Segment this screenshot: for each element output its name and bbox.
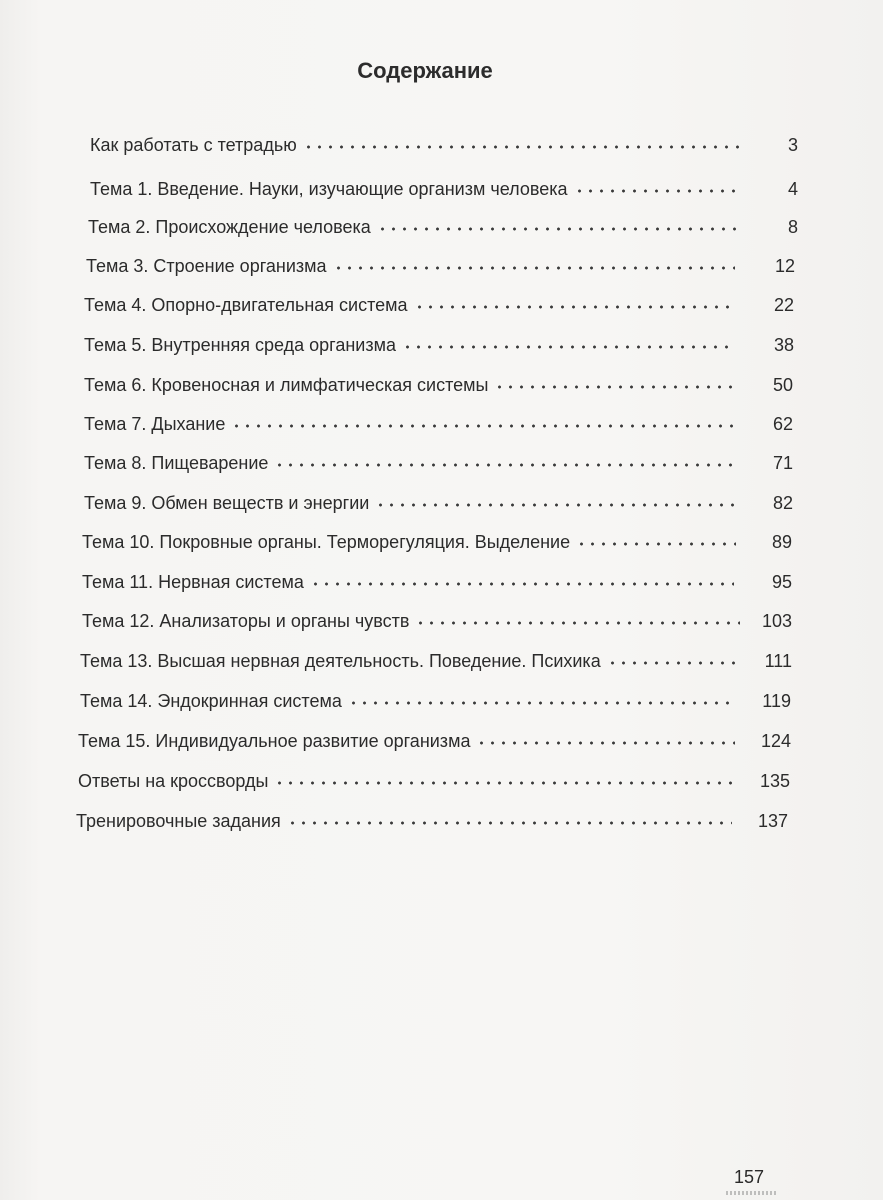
toc-leader-dots [476,740,735,746]
toc-entry-title: Тема 4. Опорно-двигательная система [84,295,408,315]
toc-leader-dots [574,188,743,194]
toc-leader-dots [402,344,736,350]
toc-entry-page: 111 [764,651,792,671]
toc-entry-title: Тема 6. Кровеносная и лимфатическая системы [84,375,489,395]
toc-entry[interactable] [82,523,792,553]
toc-entry[interactable] [84,405,793,435]
toc-entry[interactable] [88,208,798,238]
toc-entry-page: 22 [773,295,794,315]
toc-entry-title: Тема 10. Покровные органы. Терморегуляция. Выделение [82,532,571,552]
toc-entry-title: Тема 8. Пищеварение [84,453,269,473]
toc-leader-dots [310,581,734,587]
toc-leader-dots [333,265,735,271]
toc-entry-page: 103 [761,611,792,631]
toc-entry-title: Тренировочные задания [76,811,281,831]
toc-entry-page: 62 [772,414,793,434]
toc-entry-title: Как работать с тетрадью [90,135,297,155]
toc-entry-title: Тема 5. Внутренняя среда организма [84,335,396,355]
toc-entry-page: 82 [772,493,793,513]
toc-entry-title: Тема 13. Высшая нервная деятельность. Поведение. Психика [80,651,601,671]
page-number-rule [726,1191,776,1195]
toc-entry[interactable] [90,126,798,156]
toc-entry-title: Тема 2. Происхождение человека [88,217,371,237]
toc-leader-dots [303,144,742,150]
toc-entry[interactable] [82,563,792,593]
toc-leader-dots [375,502,735,508]
toc-entry-page: 38 [773,335,794,355]
toc-entry-title: Тема 12. Анализаторы и органы чувств [82,611,410,631]
toc-entry-page: 12 [774,256,795,276]
toc-entry[interactable] [80,682,791,712]
toc-entry-page: 3 [787,135,798,155]
toc-entry[interactable] [78,762,790,792]
toc-entry-title: Тема 11. Нервная система [82,572,304,592]
toc-leader-dots [231,423,735,429]
toc-entry-title: Тема 14. Эндокринная система [80,691,342,711]
toc-leader-dots [274,780,734,786]
toc-entry-title: Тема 15. Индивидуальное развитие организма [78,731,471,751]
toc-entry[interactable] [82,602,792,632]
toc-entry[interactable] [84,286,794,316]
toc-entry-title: Ответы на кроссворды [78,771,269,791]
toc-entry-page: 71 [772,453,793,473]
toc-leader-dots [576,541,736,547]
toc-leader-dots [377,226,742,232]
page-title: Содержание [357,58,493,83]
toc-leader-dots [274,462,735,468]
toc-entry-title: Тема 7. Дыхание [84,414,226,434]
toc-entry-page: 8 [787,217,798,237]
toc-entry[interactable] [90,170,798,200]
toc-leader-dots [607,660,736,666]
toc-entry[interactable] [84,366,793,396]
page-number: 157 [734,1167,765,1187]
toc-leader-dots [494,384,735,390]
toc-entry[interactable] [80,642,792,672]
toc-entry-page: 89 [771,532,792,552]
toc-entry[interactable] [76,802,788,832]
toc-entry[interactable] [86,247,795,277]
toc-entry-page: 137 [757,811,788,831]
toc-entry-page: 95 [771,572,792,592]
toc-entry[interactable] [78,722,791,752]
toc-entry[interactable] [84,326,794,356]
toc-leader-dots [414,304,736,310]
toc-leader-dots [415,620,740,626]
toc-entry-page: 119 [762,691,791,711]
toc-entry-title: Тема 9. Обмен веществ и энергии [84,493,370,513]
toc-leader-dots [287,820,732,826]
toc-entry-page: 124 [760,731,791,751]
toc-entry-page: 50 [772,375,793,395]
toc-leader-dots [348,700,735,706]
toc-entry-page: 135 [759,771,790,791]
toc-entry-title: Тема 1. Введение. Науки, изучающие организм человека [90,179,568,199]
toc-entry-title: Тема 3. Строение организма [86,256,327,276]
toc-entry[interactable] [84,484,793,514]
toc-entry-page: 4 [787,179,798,199]
toc-entry[interactable] [84,444,793,474]
